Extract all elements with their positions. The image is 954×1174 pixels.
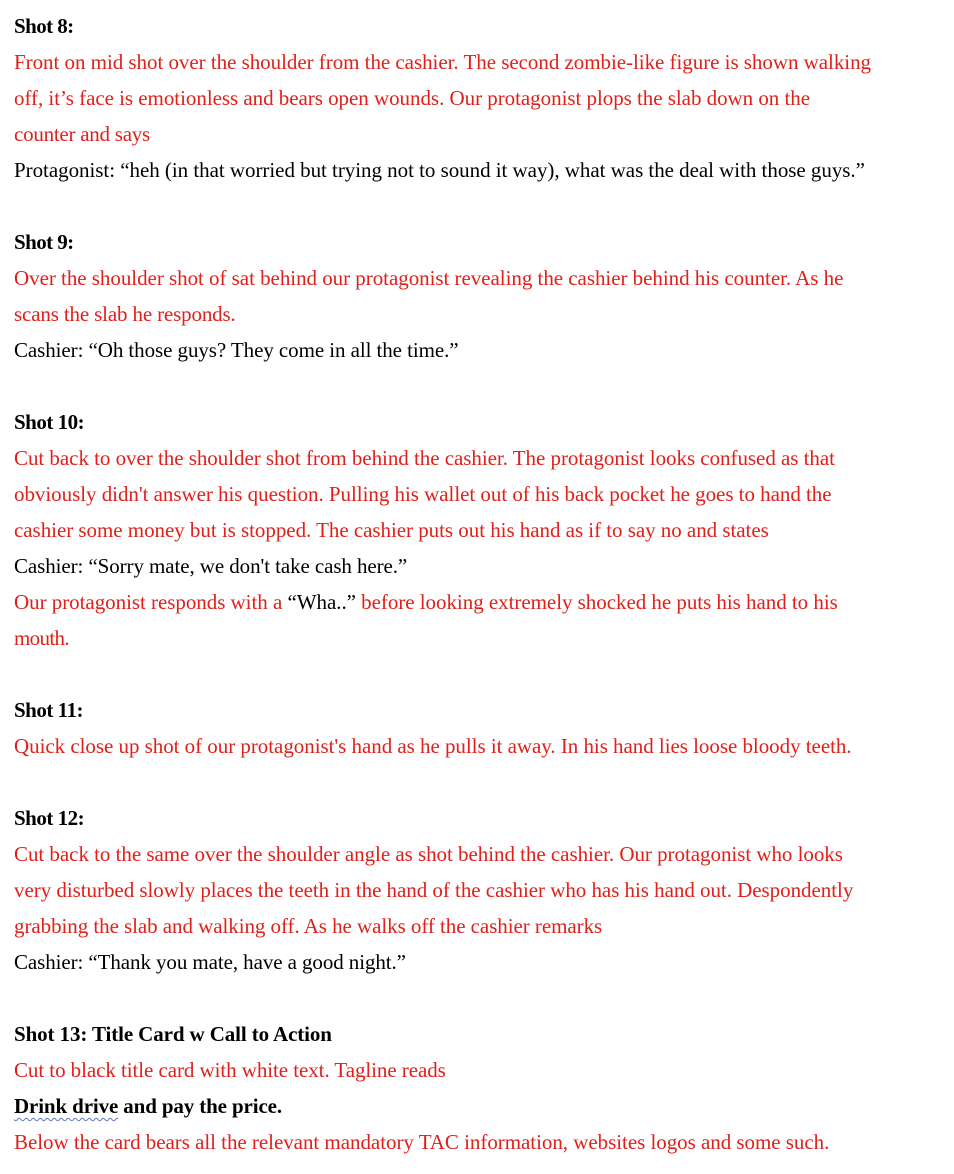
dialogue-line: Cashier: “Thank you mate, have a good night.” xyxy=(14,950,406,974)
direction-text: before looking extremely shocked he puts his hand to his xyxy=(355,590,838,614)
shot-direction-line: grabbing the slab and walking off. As he walks off the cashier remarks xyxy=(14,914,603,938)
tagline-text: and pay the price. xyxy=(118,1094,282,1118)
shot-direction-line: Cut to black title card with white text. Tagline reads xyxy=(14,1058,446,1082)
blank-line xyxy=(14,188,954,224)
shot-heading: Shot 9: xyxy=(14,230,74,254)
shot-direction-line: scans the slab he responds. xyxy=(14,302,236,326)
shot-heading: Shot 8: xyxy=(14,14,74,38)
blank-line xyxy=(14,764,954,800)
inline-dialogue: “Wha..” xyxy=(287,590,356,614)
direction-text: Our protagonist responds with a xyxy=(14,590,288,614)
shot-direction-mixed-line xyxy=(14,584,954,620)
shot-direction-line: off, it’s face is emotionless and bears open wounds. Our protagonist plops the slab down on the xyxy=(14,86,811,110)
shot-direction-line: Cut back to the same over the shoulder angle as shot behind the cashier. Our protagonist who looks xyxy=(14,842,843,866)
blank-line xyxy=(14,980,954,1016)
shot-direction-line: Front on mid shot over the shoulder from the cashier. The second zombie-like figure is shown walking xyxy=(14,50,872,74)
blank-line xyxy=(14,368,954,404)
dialogue-line: Cashier: “Sorry mate, we don't take cash here.” xyxy=(14,554,408,578)
spellcheck-flagged-text[interactable]: Drink drive xyxy=(14,1094,119,1118)
shot-direction-line: counter and says xyxy=(14,122,150,146)
shot-direction-line: very disturbed slowly places the teeth in the hand of the cashier who has his hand out. Despondently xyxy=(14,878,854,902)
shot-direction-line: Over the shoulder shot of sat behind our protagonist revealing the cashier behind his counter. As he xyxy=(14,266,844,290)
shot-heading: Shot 13: Title Card w Call to Action xyxy=(14,1022,332,1046)
blank-line xyxy=(14,656,954,692)
dialogue-line: Protagonist: “heh (in that worried but trying not to sound it way), what was the deal with those guys.” xyxy=(14,158,865,182)
shot-11 xyxy=(14,692,954,764)
shot-direction-line: cashier some money but is stopped. The cashier puts out his hand as if to say no and states xyxy=(14,518,769,542)
shot-direction-line: obviously didn't answer his question. Pulling his wallet out of his back pocket he goes to hand the xyxy=(14,482,832,506)
shot-heading: Shot 11: xyxy=(14,698,83,722)
shot-direction-line: mouth. xyxy=(14,626,69,650)
shot-9 xyxy=(14,224,954,368)
shot-8 xyxy=(14,8,954,188)
shot-12 xyxy=(14,800,954,980)
shot-13 xyxy=(14,1016,954,1160)
tagline xyxy=(14,1088,954,1124)
shot-direction-line: Quick close up shot of our protagonist's hand as he pulls it away. In his hand lies loose bloody teeth. xyxy=(14,734,852,758)
shot-heading: Shot 12: xyxy=(14,806,85,830)
shot-10 xyxy=(14,404,954,656)
dialogue-line: Cashier: “Oh those guys? They come in all the time.” xyxy=(14,338,459,362)
shot-direction-line: Cut back to over the shoulder shot from behind the cashier. The protagonist looks confused as that xyxy=(14,446,835,470)
shot-direction-line: Below the card bears all the relevant mandatory TAC information, websites logos and some such. xyxy=(14,1130,830,1154)
shot-heading: Shot 10: xyxy=(14,410,85,434)
